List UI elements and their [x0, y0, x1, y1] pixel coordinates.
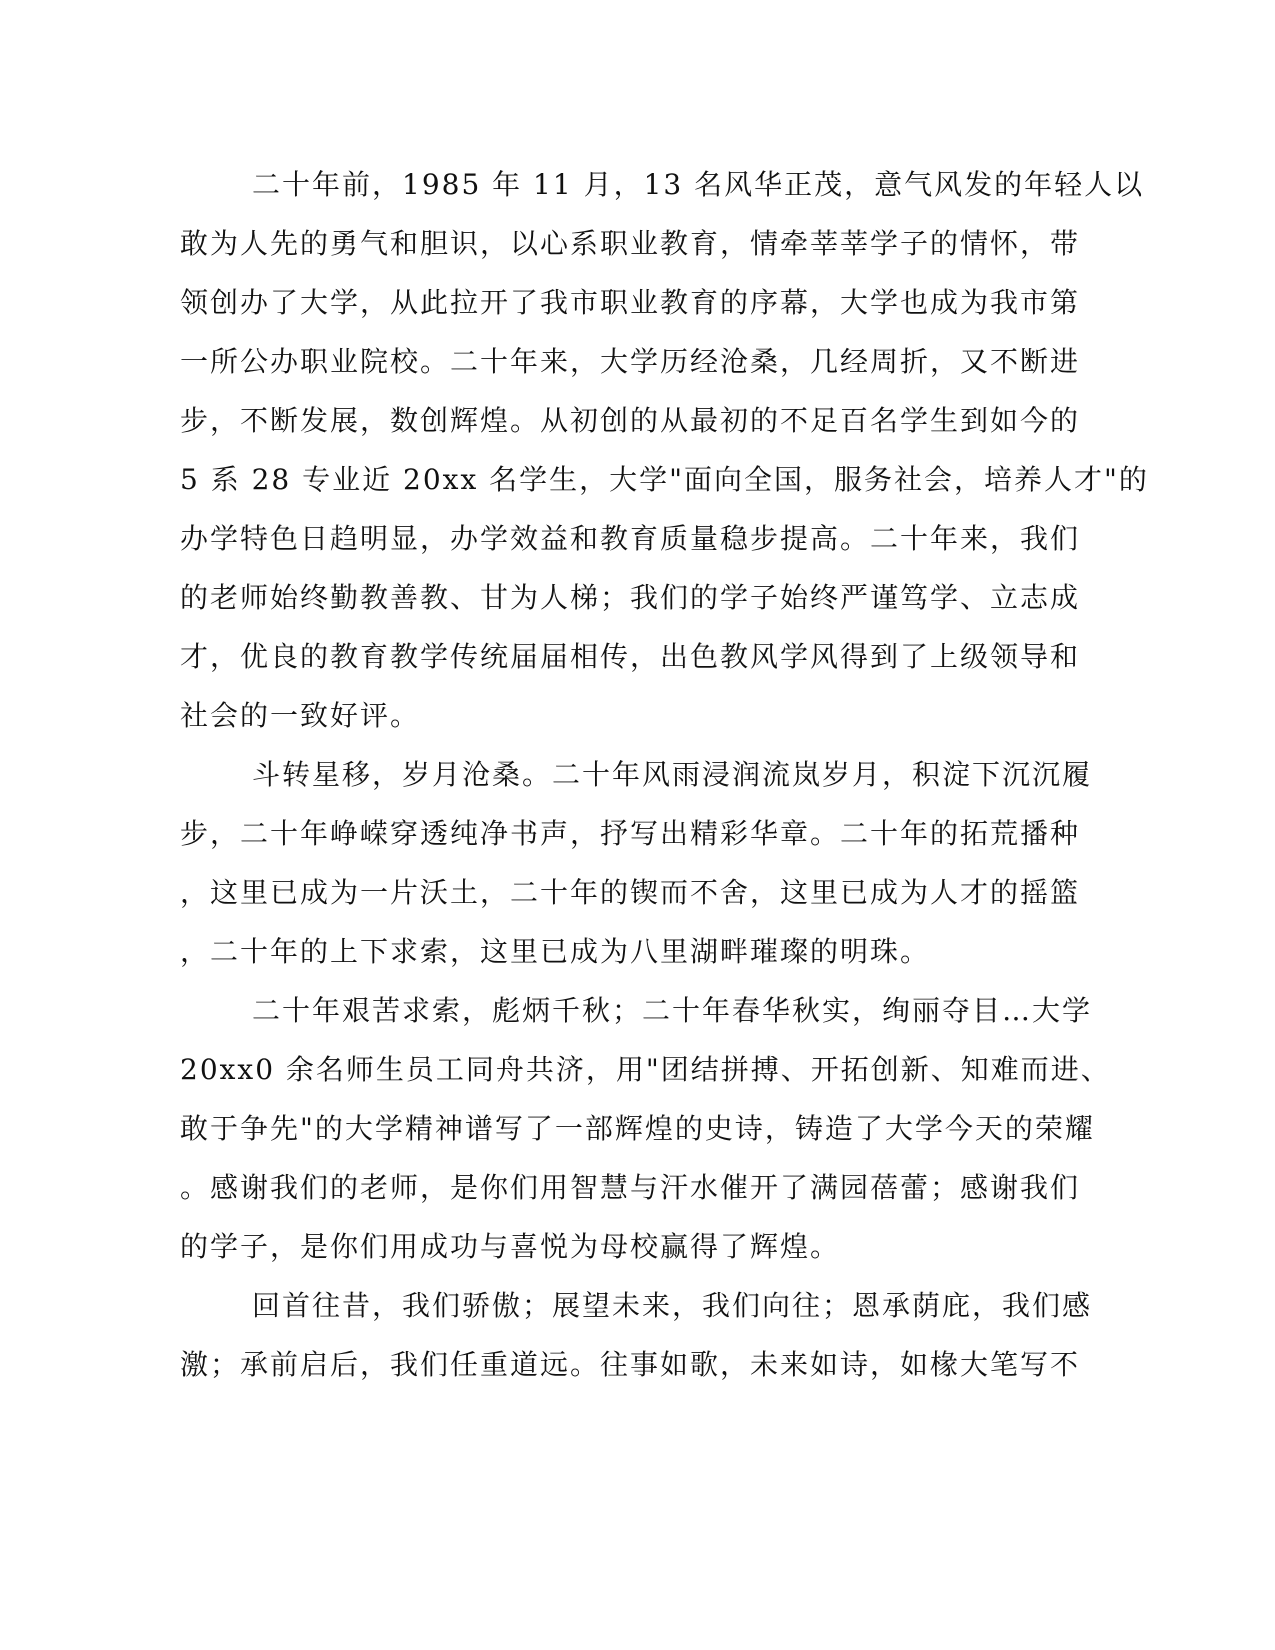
text-line: ，这里已成为一片沃土，二十年的锲而不舍，这里已成为人才的摇篮	[180, 876, 1081, 909]
text-line: 的学子，是你们用成功与喜悦为母校赢得了辉煌。	[180, 1230, 841, 1263]
text-line: 激；承前启后，我们任重道远。往事如歌，未来如诗，如椽大笔写不	[180, 1348, 1081, 1381]
paragraph-3	[180, 981, 1111, 1276]
text-line: 斗转星移，岁月沧桑。二十年风雨浸润流岚岁月，积淀下沉沉履	[252, 758, 1093, 791]
text-line: 的老师始终勤教善教、甘为人梯；我们的学子始终严谨笃学、立志成	[180, 581, 1081, 614]
text-line: 敢于争先"的大学精神谱写了一部辉煌的史诗，铸造了大学今天的荣耀	[180, 1112, 1095, 1145]
text-line: 。感谢我们的老师，是你们用智慧与汗水催开了满园蓓蕾；感谢我们	[180, 1171, 1081, 1204]
paragraph-4	[180, 1276, 1093, 1394]
paragraph-1	[180, 155, 1149, 745]
text-line: 二十年艰苦求索，彪炳千秋；二十年春华秋实，绚丽夺目…大学	[252, 994, 1093, 1027]
text-line: ，二十年的上下求索，这里已成为八里湖畔璀璨的明珠。	[180, 935, 931, 968]
text-line: 步，不断发展，数创辉煌。从初创的从最初的不足百名学生到如今的	[180, 404, 1081, 437]
text-line: 领创办了大学，从此拉开了我市职业教育的序幕，大学也成为我市第	[180, 286, 1081, 319]
text-line: 20xx0 余名师生员工同舟共济，用"团结拼搏、开拓创新、知难而进、	[180, 1053, 1111, 1086]
text-line: 一所公办职业院校。二十年来，大学历经沧桑，几经周折，又不断进	[180, 345, 1081, 378]
text-line: 敢为人先的勇气和胆识，以心系职业教育，情牵莘莘学子的情怀，带	[180, 227, 1081, 260]
paragraph-2	[180, 745, 1093, 981]
document-body	[180, 155, 1149, 1394]
text-line: 二十年前，1985 年 11 月，13 名风华正茂，意气风发的年轻人以	[252, 168, 1145, 201]
text-line: 社会的一致好评。	[180, 699, 421, 732]
text-line: 才，优良的教育教学传统届届相传，出色教风学风得到了上级领导和	[180, 640, 1081, 673]
text-line: 5 系 28 专业近 20xx 名学生，大学"面向全国，服务社会，培养人才"的	[180, 463, 1149, 496]
text-line: 回首往昔，我们骄傲；展望未来，我们向往；恩承荫庇，我们感	[252, 1289, 1093, 1322]
text-line: 步，二十年峥嵘穿透纯净书声，抒写出精彩华章。二十年的拓荒播种	[180, 817, 1081, 850]
text-line: 办学特色日趋明显，办学效益和教育质量稳步提高。二十年来，我们	[180, 522, 1081, 555]
